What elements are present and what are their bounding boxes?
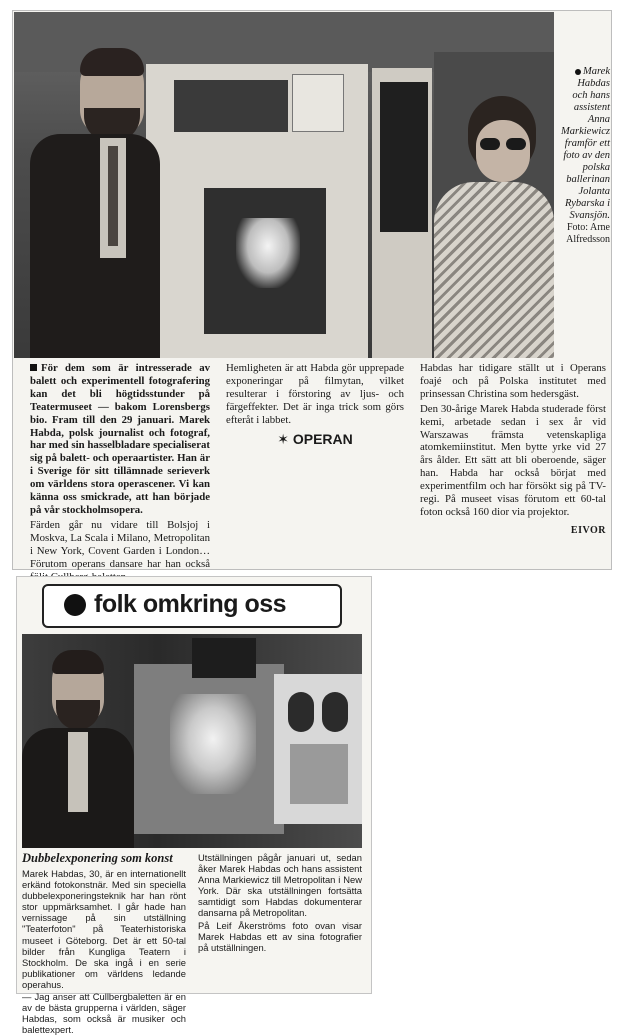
dot-icon <box>64 594 86 616</box>
paragraph: Den 30-årige Marek Habda studerade först kemi, arbetade sedan i sex år vid Warszawas främsta vetenskapliga atomkemiinstitut. Men bytte yrke vid 27 års ålder. Ett sätt att bli oberoende, säger han. Habda har också börjat med experimentfilm och har försökt sig på TV-regi. På museet visas förutom ett 60-tal foton också 160 dior via projektor. <box>420 402 606 518</box>
subheading: ✶ OPERAN <box>277 430 353 447</box>
paragraph: Utställningen pågår januari ut, sedan åker Marek Habdas och hans assistent Anna Markiewicz till Metropolitan i New York. Där ska utställningen fortsätta samtidigt som Habdas dokumenterar dansarna på Metropolitan. <box>198 852 362 919</box>
column-3 <box>420 362 606 538</box>
column-2 <box>198 852 362 954</box>
paragraph: Marek Habdas, 30, är en internationellt erkänd fotokonstnär. Med sin speciella dubbelexponeringsteknik har han rönt stor uppmärksamhet. I går hade han vernissage på sin utställning "Teaterfoton" på Teaterhistoriska museet i Göteborg. Det är ett 50-tal bilder från Kungliga Teatern i Stockholm. De ska ingå i en serie publikationer om världens ledande operahus. <box>22 868 186 990</box>
exhibition-photo <box>14 12 554 358</box>
column-1 <box>30 362 210 585</box>
square-bullet-icon <box>30 364 37 371</box>
section-banner <box>42 584 342 628</box>
top-clipping <box>12 10 612 570</box>
article-top <box>30 362 616 572</box>
paragraph: Färden går nu vidare till Bolsjoj i Moskva, La Scala i Milano, Metropolitan i New York, Covent Garden i London… Förutom operans dansare har han också <box>30 518 210 570</box>
bullet-icon <box>575 69 581 75</box>
exhibition-photo-2 <box>22 634 362 848</box>
column-1 <box>22 852 186 1036</box>
lead-text: För dem som är intresserade av balett och experimentell fotografering kan det bli högtidsstunder på Teatermuseet — bakom Lorensbergs bio. Fram till den 29 januari. Marek Habda, polsk journalist och fotograf, har med sin hasselbladare specialiserat sig på balett- och operaartister. Han är i Sverige för sitt tillämnade serieverk om världens stora operascener. Vi kan känna oss smickrade, att han började på vår stockholmsopera. <box>30 362 210 516</box>
headline: Dubbelexponering som konst <box>22 851 173 865</box>
caption-text: Marek Habdas och hans assistent Anna Markiewicz framför ett foto av den polska ballerinan Jolanta Rybarska i Svansjön. <box>561 66 610 221</box>
photo-caption <box>560 66 610 246</box>
lead-paragraph <box>30 362 210 517</box>
author-signoff: EIVOR <box>570 524 606 536</box>
paragraph: Habdas har tidigare ställt ut i Operans foajé och på Polska institutet med prinsessan Christina som hedersgäst. <box>420 362 606 400</box>
paragraph: Hemligheten är att Habda gör upprepade exponeringar på filmytan, vilket resulterar i förstoring av ljus- och färgeffekter. Det är inga trick som görs efteråt i labbet. <box>226 362 404 426</box>
paragraph: — Jag anser att Cullbergbaletten är en av de bästa grupperna i världen, säger Habdas, som också är musiker och balettexpert. <box>22 991 186 1036</box>
article-bottom <box>22 851 362 1036</box>
paragraph: På Leif Åkerströms foto ovan visar Marek Habdas ett av sina fotografier på utställningen. <box>198 919 362 953</box>
photo-credit: Foto: Arne Alfredsson <box>566 222 610 245</box>
banner-title: folk omkring oss <box>94 590 287 618</box>
column-2 <box>226 362 404 449</box>
bottom-clipping <box>16 576 372 1036</box>
